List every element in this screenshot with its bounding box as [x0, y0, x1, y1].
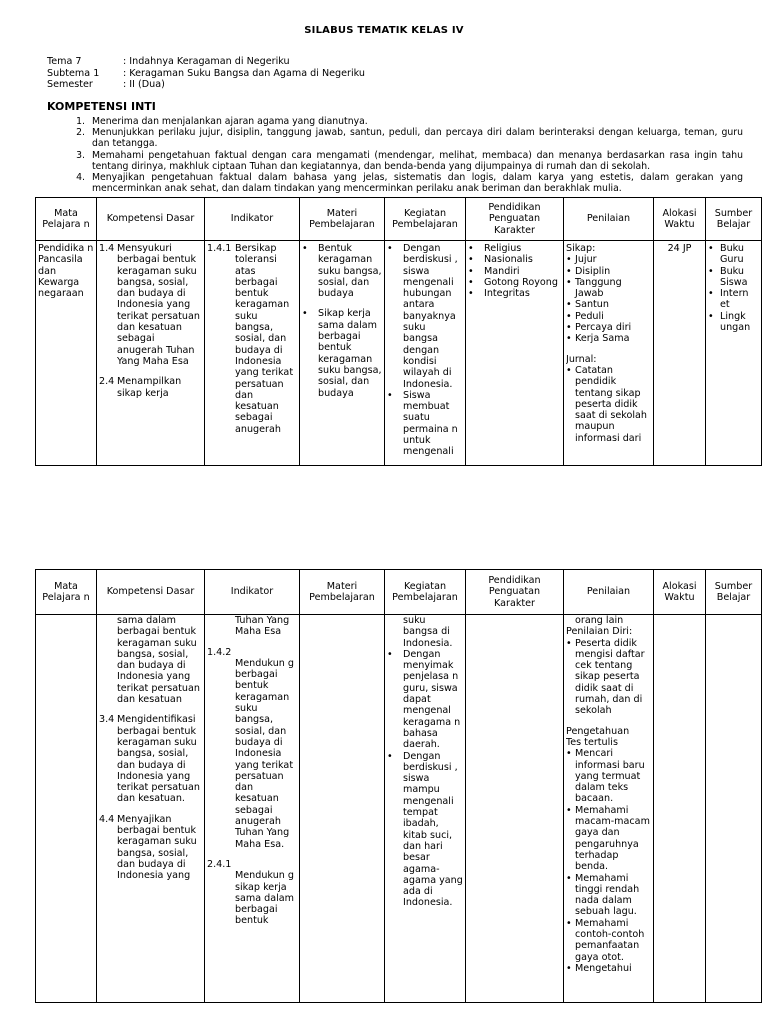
- kd-number: 1.4: [99, 243, 115, 254]
- bullet-icon: •: [566, 333, 572, 345]
- bullet-icon: •: [566, 299, 572, 311]
- karakter-list: [468, 243, 561, 299]
- list-item: [468, 288, 561, 299]
- meta-value: : II (Dua): [123, 79, 165, 90]
- header-indikator: Indikator: [205, 198, 300, 241]
- list-item: [566, 266, 651, 277]
- list-item-text: Peserta didik mengisi daftar cek tentang sikap peserta didik saat di rumah, dan di sekolah: [575, 637, 645, 717]
- kd-cell: [99, 615, 202, 1000]
- indikator-item: [207, 870, 297, 926]
- list-item-text: Tanggung Jawab: [575, 276, 622, 300]
- indikator-item: [207, 658, 297, 850]
- indikator-cont: [207, 615, 297, 638]
- bullet-icon: •: [708, 265, 714, 277]
- header-materi: Materi Pembelajaran: [300, 570, 385, 615]
- ki-text: Menyajikan pengetahuan faktual dalam bahasa yang jelas, sistematis dan logis, dalam karya yang estetis, dalam gerakan yang mencerminkan anak sehat, dan dalam tindakan yang mencerminkan perilaku anak beriman dan berakhlak mulia.: [92, 172, 743, 195]
- bullet-icon: •: [566, 322, 572, 334]
- ki-text: Menunjukkan perilaku jujur, disiplin, tanggung jawab, santun, peduli, dan percaya diri dalam berinteraksi dengan keluarga, teman, guru dan tetangga.: [92, 127, 743, 150]
- header-kd: Kompetensi Dasar: [97, 198, 205, 241]
- list-item-text: Buku Guru: [720, 243, 745, 266]
- list-item: [468, 266, 561, 277]
- header-alokasi: Alokasi Waktu: [654, 198, 706, 241]
- list-item: [708, 243, 759, 266]
- sumber-list: [708, 243, 759, 333]
- bullet-icon: •: [566, 962, 572, 974]
- list-item: [566, 277, 651, 300]
- ki-item: [47, 127, 743, 149]
- bullet-icon: •: [708, 243, 714, 254]
- indikator-text: Bersikap toleransi atas berbagai bentuk keragaman suku bangsa, sosial, dan budaya di Indonesia yang terikat persatuan dan kesatuan sebagai anugerah: [235, 243, 294, 435]
- list-item: [387, 751, 463, 909]
- tes-list: [566, 748, 651, 974]
- list-item: [566, 311, 651, 322]
- list-item: [566, 333, 651, 344]
- list-item: [566, 254, 651, 265]
- bullet-icon: •: [387, 243, 393, 254]
- list-item: [566, 638, 651, 717]
- kegiatan-list: [387, 615, 463, 909]
- list-item-text: Siswa membuat suatu permaina n untuk mengenali: [403, 389, 458, 458]
- list-item: [387, 615, 463, 649]
- list-item-text: Nasionalis: [484, 254, 533, 266]
- header-penilaian: Penilaian: [564, 570, 654, 615]
- bullet-icon: •: [468, 254, 474, 266]
- indikator-text: Mendukun g sikap kerja sama dalam berbagai bentuk: [235, 870, 295, 927]
- bullet-icon: •: [566, 917, 572, 929]
- alokasi-cell: 24 JP: [667, 243, 692, 254]
- header-mapel: Mata Pelajara n: [36, 570, 97, 615]
- list-item: [387, 243, 463, 390]
- bullet-icon: •: [468, 265, 474, 277]
- ki-number: 1.: [76, 116, 85, 127]
- list-item: [566, 365, 651, 444]
- list-item: [468, 277, 561, 288]
- list-item-text: Percaya diri: [575, 322, 632, 334]
- header-mapel: Mata Pelajara n: [36, 198, 97, 241]
- kompetensi-inti-heading: KOMPETENSI INTI: [47, 100, 156, 113]
- bullet-icon: •: [387, 750, 393, 762]
- list-item: [468, 254, 561, 265]
- meta-key: Semester: [47, 79, 93, 90]
- list-item: [302, 243, 382, 299]
- meta-value: : Indahnya Keragaman di Negeriku: [123, 56, 290, 67]
- syllabus-table-2: [35, 569, 762, 1003]
- kd-text: sama dalam berbagai bentuk keragaman suku bangsa, sosial, dan budaya di Indonesia yang terikat persatuan dan kesatuan: [117, 615, 200, 706]
- meta-key: Subtema 1: [47, 67, 100, 79]
- kd-text: Mensyukuri berbagai bentuk keragaman suku bangsa, sosial, dan budaya di Indonesia yang terikat persatuan dan kesatuan sebagai anugerah Tuhan Yang Maha Esa: [117, 243, 200, 367]
- header-karakter: Pendidikan Penguatan Karakter: [466, 198, 564, 241]
- header-indikator: Indikator: [205, 570, 300, 615]
- kd-text: Mengidentifikasi berbagai bentuk keragaman suku bangsa, sosial, dan budaya di Indonesia yang terikat persatuan dan kesatuan.: [117, 714, 200, 805]
- materi-cell: [302, 617, 382, 1002]
- mapel-cell: Pendidika n Pancasila dan Kewarga negaraan: [38, 243, 94, 300]
- bullet-icon: •: [302, 243, 308, 254]
- ki-text: Memahami pengetahuan faktual dengan cara mengamati (mendengar, melihat, membaca) dan menanya berdasarkan rasa ingin tahu tentang dirinya, makhluk ciptaan Tuhan dan kegiatannya, dan benda-benda yang dijumpainya di rumah dan di sekolah.: [92, 149, 743, 172]
- jurnal-list: [566, 365, 651, 444]
- meta-key: Tema 7: [47, 56, 82, 67]
- list-item-text: Memahami tinggi rendah nada dalam sebuah lagu.: [575, 872, 640, 918]
- list-item: [468, 243, 561, 254]
- list-item-text: Memahami contoh-contoh pemanfaatan gaya otot.: [575, 917, 645, 963]
- header-materi: Materi Pembelajaran: [300, 198, 385, 241]
- list-item: [566, 963, 651, 974]
- penilaian-cell: [566, 243, 651, 465]
- list-item-text: Buku Siswa: [720, 265, 748, 288]
- list-item: [302, 308, 382, 398]
- bullet-icon: •: [387, 389, 393, 401]
- karakter-cell: [468, 243, 561, 465]
- materi-list: [302, 243, 382, 399]
- penilaian-jurnal-label: Jurnal:: [566, 353, 597, 365]
- bullet-icon: •: [468, 288, 474, 300]
- list-item-text: Mengetahui: [575, 962, 632, 974]
- kd-text: Menampilkan sikap kerja: [117, 376, 182, 399]
- diri-list: [566, 638, 651, 717]
- list-item-text: Integritas: [484, 288, 530, 300]
- list-item-text: Dengan menyimak penjelasa n guru, siswa dapat mengenal keragama n bahasa daerah.: [403, 648, 461, 751]
- list-item-text: Intern et: [720, 288, 749, 311]
- list-item-text: Mencari informasi baru yang termuat dalam teks bacaan.: [575, 748, 645, 805]
- list-item: [566, 805, 651, 873]
- bullet-icon: •: [387, 648, 393, 660]
- alokasi-cell: [656, 617, 703, 1002]
- materi-cell: [302, 243, 382, 465]
- kd-number: 4.4: [99, 813, 115, 825]
- list-item: [708, 266, 759, 289]
- kd-item: [99, 714, 202, 804]
- ki-item: [47, 172, 743, 194]
- penilaian-cell: [566, 615, 651, 1000]
- indikator-number: 2.4.1: [207, 858, 232, 870]
- sumber-cell: [708, 243, 759, 465]
- mapel-cell: [38, 617, 94, 1002]
- header-kegiatan: Kegiatan Pembelajaran: [385, 198, 466, 241]
- list-item-text: Religius: [484, 243, 522, 254]
- indikator-cell: [207, 243, 297, 465]
- bullet-icon: •: [566, 364, 572, 376]
- table-header-row: [36, 570, 762, 615]
- indikator-item: [207, 243, 297, 435]
- bullet-icon: •: [302, 308, 308, 320]
- penilaian-sikap-label: Sikap:: [566, 243, 596, 254]
- meta-row-subtema: [47, 68, 365, 80]
- list-item-text: Kerja Sama: [575, 333, 630, 345]
- indikator-text: Tuhan Yang Maha Esa: [235, 615, 290, 638]
- indikator-cell: [207, 615, 297, 1000]
- list-item-text: Bentuk keragaman suku bangsa, sosial, dan budaya: [318, 243, 382, 300]
- bullet-icon: •: [708, 310, 714, 322]
- kegiatan-cell: [387, 243, 463, 465]
- list-item-text: Dengan berdiskusi , siswa mampu mengenali tempat ibadah, kitab suci, dan hari besar agama-agama yang ada di Indonesia.: [403, 750, 463, 909]
- list-item-text: Catatan pendidik tentang sikap peserta didik saat di sekolah maupun informasi dari: [575, 364, 647, 444]
- list-item: [566, 748, 651, 804]
- karakter-cell: [468, 617, 561, 1002]
- list-item: [387, 390, 463, 458]
- sumber-cell: [708, 617, 759, 1002]
- bullet-icon: •: [708, 288, 714, 300]
- kegiatan-list: [387, 243, 463, 458]
- list-item-text: Gotong Royong: [484, 276, 558, 288]
- list-item-text: Jujur: [575, 254, 597, 266]
- meta-row-semester: [47, 79, 365, 91]
- header-penilaian: Penilaian: [564, 198, 654, 241]
- meta-row-tema: [47, 56, 365, 68]
- kd-number: [99, 615, 117, 705]
- penilaian-cont: orang lain: [575, 615, 624, 626]
- list-item: [566, 873, 651, 918]
- list-item-text: Santun: [575, 299, 609, 311]
- table-header-row: [36, 198, 762, 241]
- bullet-icon: •: [566, 276, 572, 288]
- list-item-text: Disiplin: [575, 265, 611, 277]
- document-title: SILABUS TEMATIK KELAS IV: [304, 25, 464, 36]
- list-item: [566, 322, 651, 333]
- kd-text: Menyajikan berbagai bentuk keragaman suku bangsa, sosial, dan budaya di Indonesia yang: [117, 813, 197, 882]
- list-item-text: suku bangsa di Indonesia.: [403, 615, 453, 649]
- sikap-list: [566, 254, 651, 344]
- indikator-text: Mendukun g berbagai bentuk keragaman suku bangsa, sosial, dan budaya di Indonesia yang terikat persatuan dan kesatuan sebagai anugerah Tuhan Yang Maha Esa.: [235, 657, 294, 850]
- bullet-icon: •: [566, 872, 572, 884]
- ki-item: [47, 116, 743, 127]
- list-item: [387, 649, 463, 751]
- bullet-icon: •: [468, 276, 474, 288]
- list-item: [708, 311, 759, 334]
- header-kd: Kompetensi Dasar: [97, 570, 205, 615]
- bullet-icon: •: [566, 254, 572, 266]
- list-item: [566, 299, 651, 310]
- ki-number: 3.: [76, 149, 85, 161]
- kd-cell: [99, 243, 202, 465]
- kd-item: [99, 615, 202, 705]
- kd-item: [99, 814, 202, 882]
- list-item-text: Mandiri: [484, 265, 520, 277]
- ki-number: 2.: [76, 127, 85, 139]
- ki-item: [47, 150, 743, 172]
- header-sumber: Sumber Belajar: [706, 198, 762, 241]
- list-item: [708, 288, 759, 311]
- list-item-text: Lingk ungan: [720, 310, 751, 334]
- bullet-icon: •: [566, 265, 572, 277]
- bullet-icon: •: [566, 637, 572, 649]
- kegiatan-cell: [387, 615, 463, 1000]
- list-item-text: Peduli: [575, 310, 604, 322]
- header-alokasi: Alokasi Waktu: [654, 570, 706, 615]
- indikator-number: 1.4.2: [207, 646, 232, 658]
- penilaian-tes-label: Tes tertulis: [566, 736, 618, 748]
- table-row: [36, 241, 762, 466]
- bullet-icon: •: [566, 748, 572, 760]
- ki-text: Menerima dan menjalankan ajaran agama yang dianutnya.: [92, 116, 368, 127]
- ki-number: 4.: [76, 172, 85, 184]
- syllabus-table-1: [35, 197, 762, 466]
- penilaian-pengetahuan-label: Pengetahuan: [566, 725, 630, 737]
- bullet-icon: •: [566, 310, 572, 322]
- kompetensi-inti-list: [47, 116, 743, 194]
- kd-item: [99, 243, 202, 367]
- list-item-text: Memahami macam-macam gaya dan pengaruhnya terhadap benda.: [575, 804, 650, 873]
- list-item: [566, 918, 651, 963]
- bullet-icon: •: [468, 243, 474, 254]
- kd-item: [99, 376, 202, 399]
- list-item-text: Dengan berdiskusi , siswa mengenali hubungan antara banyaknya suku bangsa dengan kondisi wilayah di Indonesia.: [403, 243, 458, 390]
- list-item-text: Sikap kerja sama dalam berbagai bentuk keragaman suku bangsa, sosial, dan budaya: [318, 308, 382, 399]
- table-row: [36, 615, 762, 1003]
- penilaian-diri-label: Penilaian Diri:: [566, 626, 633, 638]
- header-kegiatan: Kegiatan Pembelajaran: [385, 570, 466, 615]
- header-karakter: Pendidikan Penguatan Karakter: [466, 570, 564, 615]
- indikator-number: 1.4.1: [207, 243, 232, 254]
- kd-number: 2.4: [99, 376, 115, 388]
- header-sumber: Sumber Belajar: [706, 570, 762, 615]
- meta-value: : Keragaman Suku Bangsa dan Agama di Negeriku: [123, 67, 365, 79]
- kd-number: 3.4: [99, 714, 115, 726]
- syllabus-meta: [47, 56, 365, 91]
- bullet-icon: •: [566, 804, 572, 816]
